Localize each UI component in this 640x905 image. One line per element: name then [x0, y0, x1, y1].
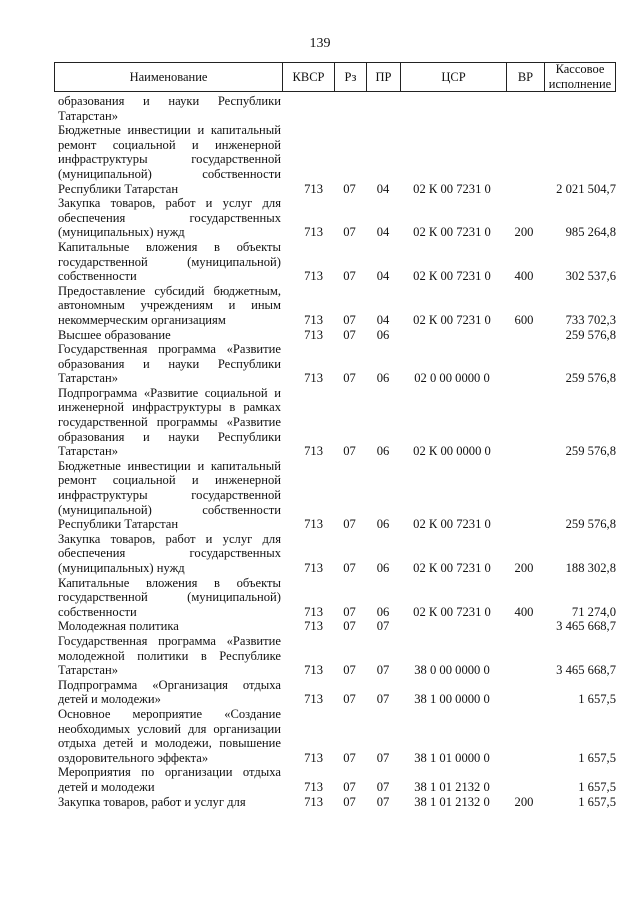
row-csr: 02 К 00 7231 0 [413, 181, 491, 196]
row-kvsr: 713 [304, 444, 323, 459]
row-vr: 200 [514, 794, 534, 809]
row-amount: 2 021 504,7 [556, 181, 616, 196]
row-kvsr: 713 [304, 604, 323, 619]
header-kvsr: КВСР [282, 63, 334, 91]
row-name: Государственная программа «Развитие молодежной политики в Республике Татарстан» [58, 633, 281, 678]
row-csr: 38 1 01 0000 0 [414, 750, 490, 765]
row-kvsr: 713 [304, 561, 323, 575]
row-amount: 259 576,8 [565, 371, 616, 386]
row-kvsr: 713 [304, 269, 323, 284]
table-row [58, 123, 616, 196]
row-pr: 04 [376, 225, 390, 240]
table-row [58, 707, 616, 765]
row-name: Подпрограмма «Развитие социальной и инженерной инфраструктуры в рамках государственной программы «Развитие образования и науки Республики Татарстан» [58, 385, 281, 459]
row-name: Мероприятия по организации отдыха детей и молодежи [58, 765, 281, 794]
row-rz: 07 [343, 327, 356, 342]
row-pr: 07 [376, 619, 390, 634]
row-amount: 985 264,8 [565, 225, 616, 240]
row-kvsr: 713 [304, 692, 323, 707]
row-amount: 259 576,8 [565, 444, 616, 459]
row-name: Бюджетные инвестиции и капитальный ремонт социальной и инженерной инфраструктуры государственной (муниципальной) собственности Республики Татарстан [58, 123, 281, 196]
table-row [58, 284, 616, 328]
row-name: Подпрограмма «Организация отдыха детей и молодежи» [58, 677, 281, 707]
row-kvsr: 713 [304, 312, 323, 327]
row-amount: 1 657,5 [578, 779, 616, 794]
row-csr: 02 К 00 7231 0 [413, 269, 491, 284]
row-vr: 200 [514, 561, 534, 575]
table-row [58, 196, 616, 240]
row-pr: 07 [376, 750, 390, 765]
table-row [58, 576, 616, 620]
row-amount: 1 657,5 [578, 794, 616, 809]
row-pr: 07 [376, 779, 390, 794]
row-rz: 07 [343, 517, 356, 532]
row-pr: 06 [376, 444, 390, 459]
row-csr: 02 0 00 0000 0 [414, 371, 490, 386]
row-pr: 04 [376, 181, 390, 196]
row-name: Капитальные вложения в объекты государственной (муниципальной) собственности [58, 575, 281, 619]
table-body [58, 94, 616, 809]
table-row [58, 619, 616, 634]
row-pr: 06 [376, 561, 390, 575]
row-name: Закупка товаров, работ и услуг для [58, 794, 246, 809]
table-row [58, 678, 616, 707]
row-amount: 1 657,5 [578, 750, 616, 765]
row-name: образования и науки Республики Татарстан» [58, 94, 281, 123]
page-number: 139 [309, 36, 331, 51]
row-rz: 07 [343, 750, 356, 765]
header-rz: Рз [334, 63, 366, 91]
row-rz: 07 [343, 663, 356, 678]
row-name: Высшее образование [58, 327, 171, 342]
row-kvsr: 713 [304, 327, 323, 342]
row-rz: 07 [343, 312, 356, 327]
row-csr: 38 1 00 0000 0 [414, 692, 490, 707]
table-row [58, 459, 616, 532]
row-amount: 3 465 668,7 [556, 619, 616, 634]
row-name: Молодежная политика [58, 619, 179, 634]
table-row [58, 94, 616, 123]
row-amount: 1 657,5 [578, 692, 616, 707]
row-amount: 3 465 668,7 [556, 663, 616, 678]
row-rz: 07 [343, 181, 356, 196]
row-kvsr: 713 [304, 225, 323, 240]
table-row [58, 342, 616, 386]
row-csr: 02 К 00 0000 0 [413, 444, 491, 459]
row-rz: 07 [343, 779, 356, 794]
row-name: Бюджетные инвестиции и капитальный ремонт социальной и инженерной инфраструктуры государственной (муниципальной) собственности Республики Татарстан [58, 458, 281, 532]
row-vr: 600 [514, 312, 534, 327]
row-rz: 07 [343, 604, 356, 619]
row-csr: 02 К 00 7231 0 [413, 604, 491, 619]
row-amount: 259 576,8 [565, 517, 616, 532]
table-row [58, 765, 616, 794]
row-kvsr: 713 [304, 663, 323, 678]
row-rz: 07 [343, 619, 356, 634]
row-pr: 06 [376, 604, 390, 619]
table-row [58, 532, 616, 576]
header-amount: Кассовое исполнение [544, 63, 615, 91]
row-name: Закупка товаров, работ и услуг для обеспечения государственных (муниципальных) нужд [58, 531, 281, 575]
row-rz: 07 [343, 794, 356, 809]
row-csr: 02 К 00 7231 0 [413, 561, 491, 575]
row-amount: 733 702,3 [565, 312, 616, 327]
row-rz: 07 [343, 692, 356, 707]
row-amount: 302 537,6 [565, 269, 616, 284]
row-csr: 02 К 00 7231 0 [413, 517, 491, 532]
row-csr: 38 1 01 2132 0 [414, 794, 490, 809]
header-csr: ЦСР [400, 63, 506, 91]
row-kvsr: 713 [304, 779, 323, 794]
row-rz: 07 [343, 444, 356, 459]
table-header [54, 62, 616, 92]
row-csr: 38 0 00 0000 0 [414, 663, 490, 678]
row-kvsr: 713 [304, 750, 323, 765]
header-vr: ВР [506, 63, 544, 91]
row-pr: 07 [376, 663, 390, 678]
row-name: Основное мероприятие «Создание необходимых условий для организации отдыха детей и молодежи, повышение оздоровительного эффекта» [58, 706, 281, 765]
row-pr: 04 [376, 269, 390, 284]
row-pr: 07 [376, 794, 390, 809]
row-rz: 07 [343, 225, 356, 240]
row-kvsr: 713 [304, 181, 323, 196]
row-amount: 188 302,8 [565, 561, 616, 575]
row-name: Капитальные вложения в объекты государственной (муниципальной) собственности [58, 239, 281, 284]
table-row [58, 634, 616, 678]
row-name: Государственная программа «Развитие образования и науки Республики Татарстан» [58, 342, 281, 386]
row-pr: 06 [376, 371, 390, 386]
table-row [58, 795, 616, 810]
row-rz: 07 [343, 269, 356, 284]
row-kvsr: 713 [304, 619, 323, 634]
row-amount: 259 576,8 [565, 327, 616, 342]
row-name: Закупка товаров, работ и услуг для обеспечения государственных (муниципальных) нужд [58, 196, 281, 240]
table-row [58, 328, 616, 343]
row-rz: 07 [343, 371, 356, 386]
row-pr: 06 [376, 517, 390, 532]
row-kvsr: 713 [304, 371, 323, 386]
row-vr: 400 [514, 604, 534, 619]
row-csr: 02 К 00 7231 0 [413, 225, 491, 240]
row-name: Предоставление субсидий бюджетным, автономным учреждениям и иным некоммерческим организациям [58, 283, 281, 327]
row-csr: 38 1 01 2132 0 [414, 779, 490, 794]
header-name: Наименование [129, 69, 208, 84]
row-kvsr: 713 [304, 794, 323, 809]
row-kvsr: 713 [304, 517, 323, 532]
row-pr: 07 [376, 692, 390, 707]
row-amount: 71 274,0 [571, 604, 616, 619]
row-pr: 06 [376, 327, 390, 342]
table-row [58, 240, 616, 284]
table-row [58, 386, 616, 459]
header-pr: ПР [366, 63, 400, 91]
row-vr: 400 [514, 269, 534, 284]
row-vr: 200 [514, 225, 534, 240]
row-pr: 04 [376, 312, 390, 327]
row-rz: 07 [343, 561, 356, 575]
row-csr: 02 К 00 7231 0 [413, 312, 491, 327]
